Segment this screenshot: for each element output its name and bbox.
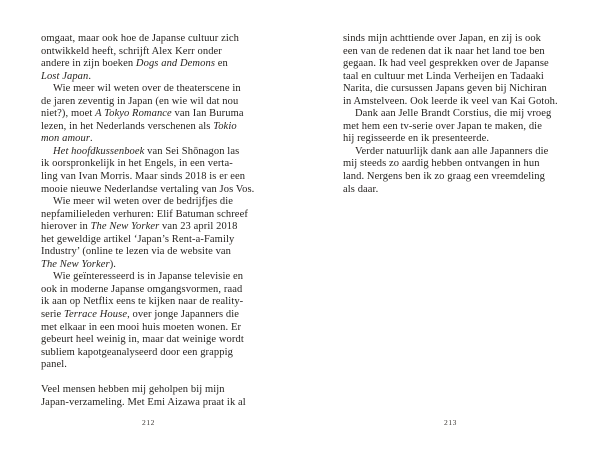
text-line: omgaat, maar ook hoe de Japanse cultuur zich bbox=[41, 33, 239, 44]
text-line: een van de redenen dat ik naar het land toe ben bbox=[343, 45, 545, 57]
text-line: Het hoofdkussenboek van Sei Shōnagon las bbox=[53, 145, 240, 157]
text-line: Dank aan Jelle Brandt Corstius, die mij vroeg bbox=[355, 108, 552, 120]
page-right bbox=[343, 33, 569, 427]
text-line: land. Nergens ben ik zo graag een vreemdeling bbox=[343, 171, 545, 183]
text-line: gebeurt heel weinig in, maar dat weinige wordt bbox=[41, 334, 244, 346]
text-line: gegaan. Ik had veel gesprekken over de Japanse bbox=[343, 58, 549, 70]
text-line: hij regisseerde en ik presenteerde. bbox=[343, 133, 490, 145]
text-line: subliem kapotgeanalyseerd door een grappig bbox=[41, 346, 233, 358]
text-line: met hem een tv-serie over Japan te maken, die bbox=[343, 120, 542, 132]
text-line: ik aan op Netflix eens te kijken naar de reality- bbox=[41, 296, 244, 308]
text-line: mij steeds zo aardig hebben ontvangen in hun bbox=[343, 158, 540, 170]
text-line: lezen, in het Nederlands verschenen als Tokio bbox=[41, 120, 237, 132]
text-line: Wie geïnteresseerd is in Japanse televisie en bbox=[53, 271, 244, 283]
text-line: Wie meer wil weten over de bedrijfjes die bbox=[53, 196, 234, 208]
page-left bbox=[41, 33, 267, 427]
text-line: met elkaar in een mooi huis moeten wonen. Er bbox=[41, 321, 242, 333]
text-line: ling van Ivan Morris. Maar sinds 2018 is er een bbox=[41, 171, 246, 183]
page-right-number: 213 bbox=[443, 418, 458, 427]
text-line: het geweldige artikel ‘Japan’s Rent-a-Family bbox=[41, 233, 235, 245]
text-line: Verder natuurlijk dank aan alle Japanners die bbox=[355, 145, 549, 157]
text-line: ook in moderne Japanse omgangsvormen, raad bbox=[41, 283, 243, 295]
text-line: Narita, die cursussen Japans geven bij Nichiran bbox=[343, 83, 547, 95]
text-line: Japan-verzameling. Met Emi Aizawa praat ik al bbox=[41, 396, 246, 408]
page-left-text bbox=[41, 33, 267, 409]
page-right-text bbox=[343, 33, 569, 196]
text-line: Industry’ (online te lezen via de website van bbox=[41, 246, 232, 258]
text-line: nepfamilieleden verhuren: Elif Batuman schreef bbox=[41, 208, 248, 220]
text-line: ik oorspronkelijk in het Engels, in een verta- bbox=[41, 158, 233, 170]
text-line: mon amour. bbox=[41, 133, 93, 145]
text-line: niet?), moet A Tokyo Romance van Ian Buruma bbox=[41, 108, 244, 120]
text-line: hierover in The New Yorker van 23 april 2018 bbox=[41, 221, 238, 233]
text-line: panel. bbox=[41, 359, 67, 371]
text-line: Veel mensen hebben mij geholpen bij mijn bbox=[41, 384, 225, 396]
text-line: de jaren zeventig in Japan (en wie wil dat nou bbox=[41, 95, 239, 107]
text-line: als daar. bbox=[343, 183, 379, 195]
text-line: mooie nieuwe Nederlandse vertaling van Jos Vos. bbox=[41, 183, 255, 195]
text-line: andere in zijn boeken Dogs and Demons en bbox=[41, 58, 228, 70]
text-line: in Amstelveen. Ook leerde ik veel van Kai Gotoh. bbox=[343, 95, 558, 107]
text-line: The New Yorker). bbox=[41, 258, 117, 270]
text-line: taal en cultuur met Linda Verheijen en Tadaaki bbox=[343, 70, 544, 82]
text-line: ontwikkeld heeft, schrijft Alex Kerr onder bbox=[41, 45, 222, 57]
text-line: sinds mijn achttiende over Japan, en zij is ook bbox=[343, 33, 542, 44]
text-line: Lost Japan. bbox=[41, 70, 92, 82]
text-line: Wie meer wil weten over de theaterscene in bbox=[53, 83, 241, 95]
page-left-number: 212 bbox=[141, 418, 156, 427]
text-line: serie Terrace House, over jonge Japanners die bbox=[41, 309, 240, 321]
